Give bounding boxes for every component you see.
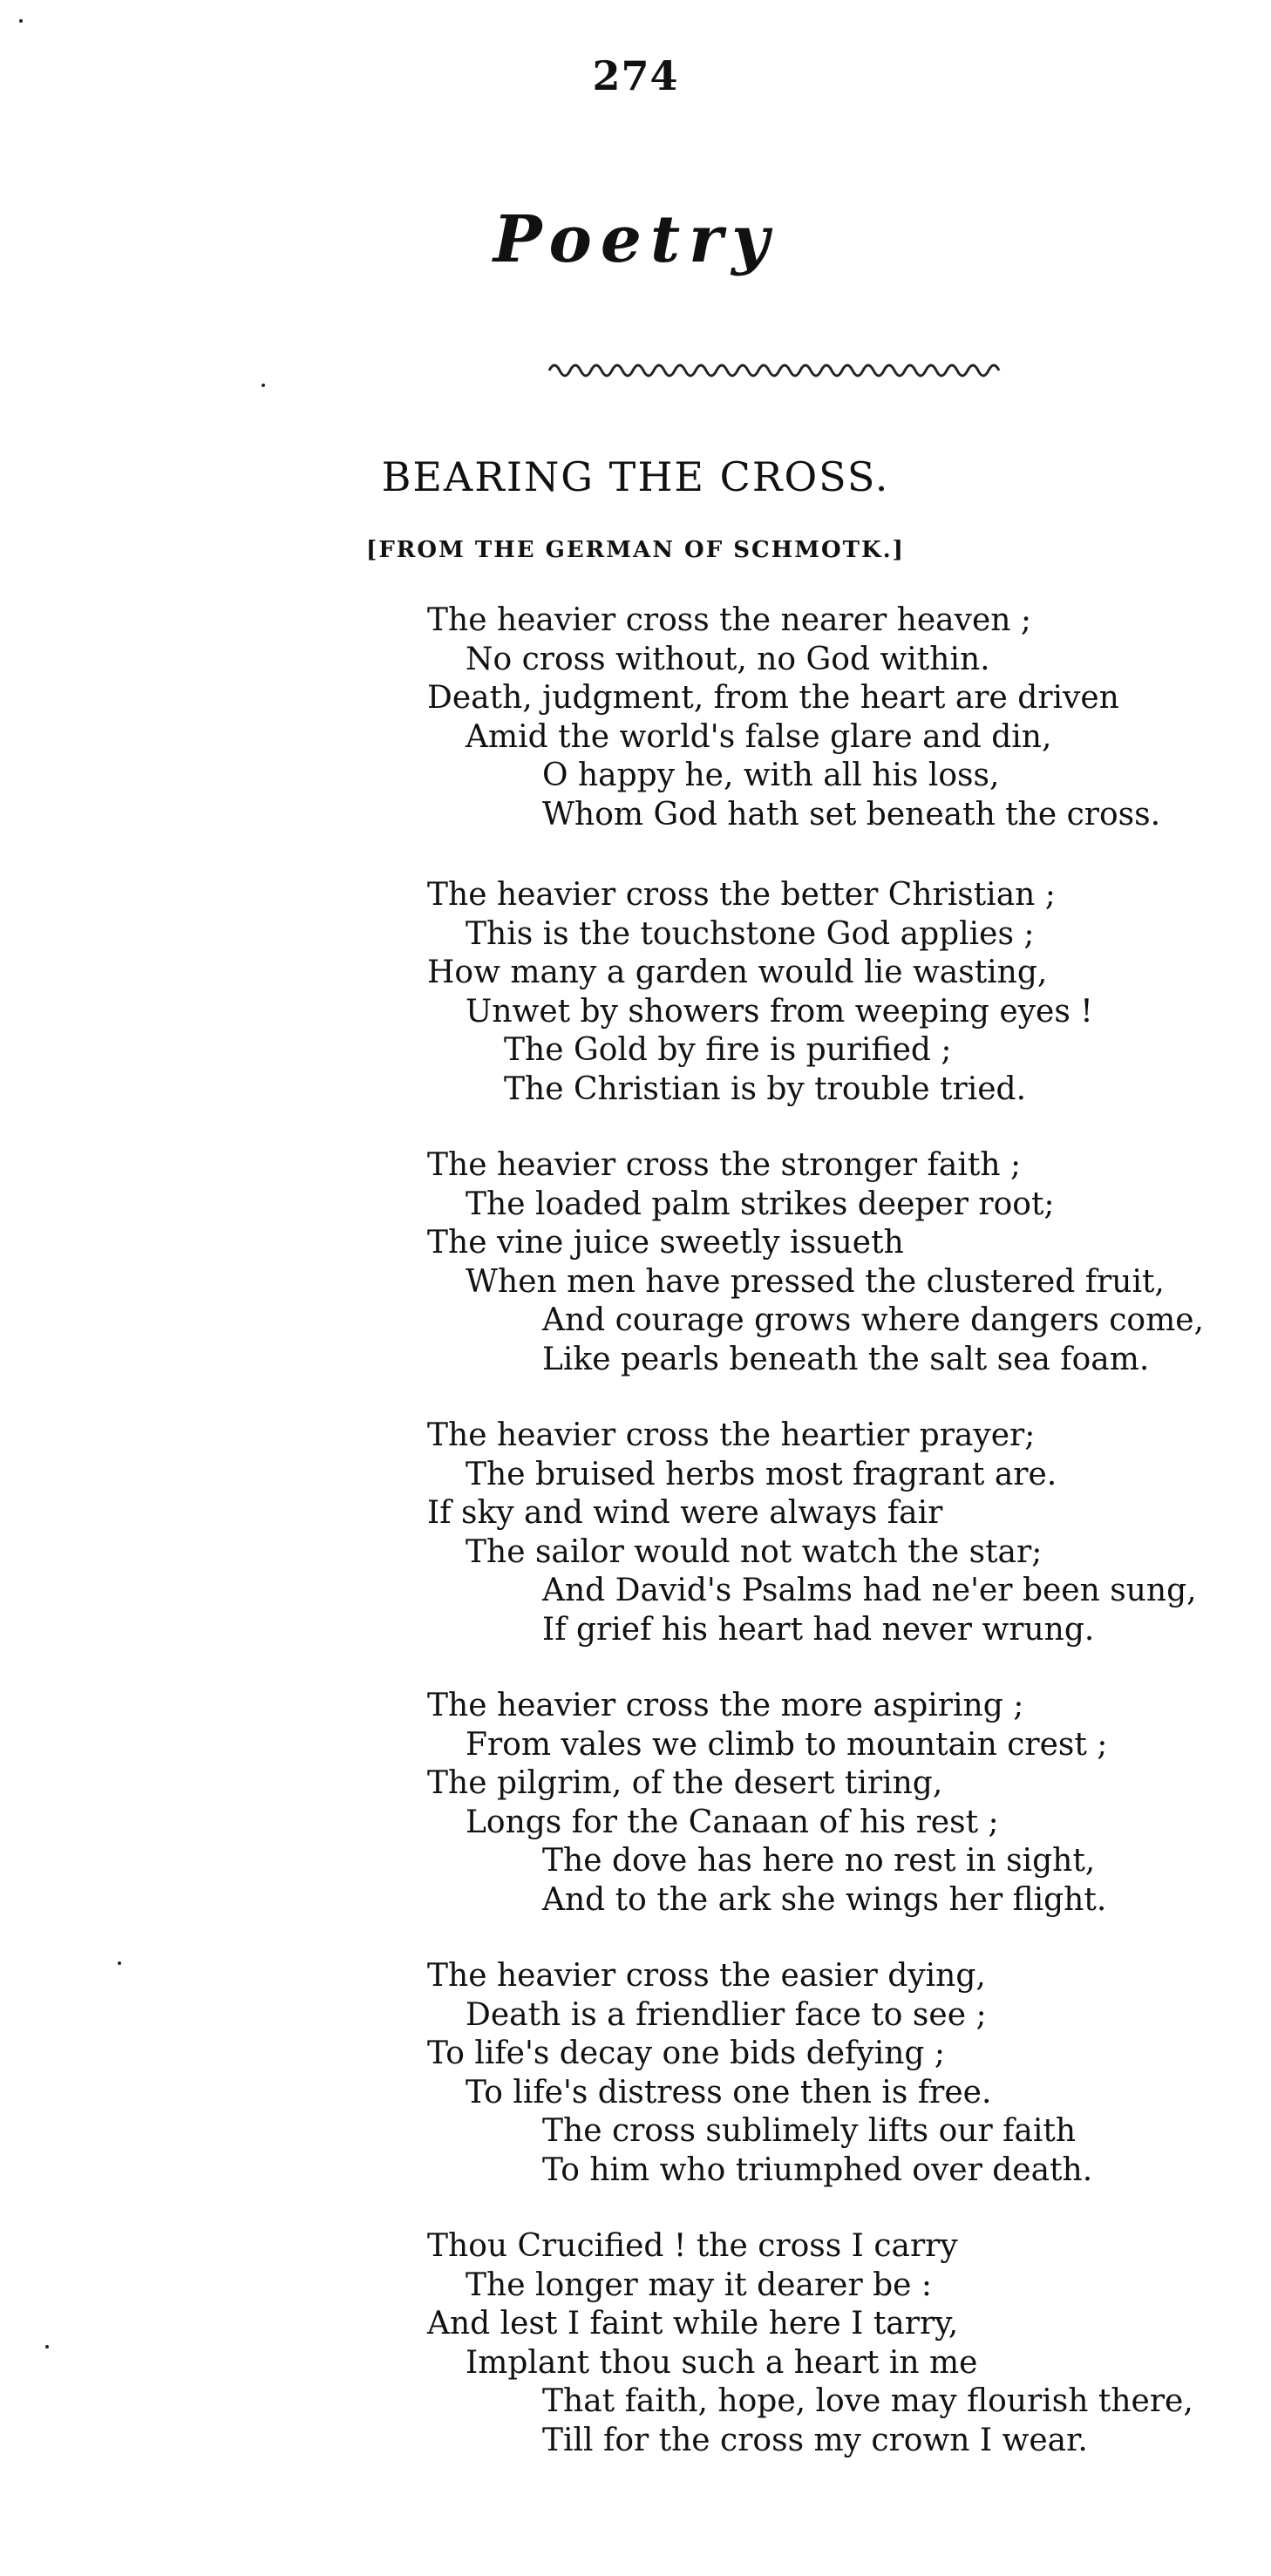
scan-speck [262,384,265,387]
poem-line: Amid the world's false glare and din, [466,718,1052,755]
wavy-rule-ornament [547,356,1001,385]
poem-line: Whom God hath set beneath the cross. [542,796,1161,833]
page-number: 274 [592,52,679,99]
poem-line: The vine juice sweetly issueth [427,1225,904,1261]
stanza-3 [427,1146,1264,1379]
poem-line: And lest I faint while here I tarry, [427,2306,959,2342]
scan-speck [19,19,23,23]
stanza-1 [427,602,1264,834]
poem-line: From vales we climb to mountain crest ; [466,1726,1108,1763]
poem-line: The pilgrim, of the desert tiring, [427,1765,943,1801]
poem-line: Longs for the Canaan of his rest ; [466,1804,999,1840]
poem-line: And to the ark she wings her flight. [542,1881,1107,1918]
poem-line: If grief his heart had never wrung. [542,1611,1095,1648]
poem-line: The heavier cross the nearer heaven ; [427,602,1032,638]
poem-line: Death is a friendlier face to see ; [466,1996,987,2033]
poem-line: How many a garden would lie wasting, [427,955,1048,990]
poem-line: Implant thou such a heart in me [466,2344,978,2381]
poem-line: The bruised herbs most fragrant are. [466,1456,1057,1492]
poem-line: The sailor would not watch the star; [466,1533,1043,1570]
poem-line: When men have pressed the clustered fruit, [466,1263,1165,1300]
poem-line: The Gold by fire is purified ; [504,1032,952,1068]
poem-subtitle: [FROM THE GERMAN OF SCHMOTK.] [366,537,905,563]
poem-line: The cross sublimely lifts our faith [542,2113,1077,2149]
stanza-6 [427,1957,1264,2190]
poem-line: To life's decay one bids defying ; [427,2036,946,2071]
scan-speck [45,2345,49,2348]
poem-line: No cross without, no God within. [466,641,990,677]
stanza-7 [427,2227,1264,2460]
poem-line: The heavier cross the heartier prayer; [427,1417,1036,1453]
poem-line: That faith, hope, love may flourish there, [542,2383,1193,2419]
stanza-2 [427,876,1264,1109]
poem-line: Thou Crucified ! the cross I carry [427,2228,958,2264]
poem-line: The dove has here no rest in sight, [542,1843,1096,1879]
poem-line: O happy he, with all his loss, [542,758,1000,793]
poem-line: Like pearls beneath the salt sea foam. [542,1341,1150,1377]
poem-line: Unwet by showers from weeping eyes ! [466,993,1093,1030]
section-title: Poetry [493,202,778,277]
poem-line: This is the touchstone God applies ; [466,915,1035,952]
scan-speck [118,1961,121,1965]
poem-line: The heavier cross the better Christian ; [427,877,1056,913]
poem-line: The Christian is by trouble tried. [504,1071,1027,1107]
poem-title: BEARING THE CROSS. [381,453,890,500]
poem-line: The heavier cross the more aspiring ; [427,1688,1024,1723]
poem-line: The longer may it dearer be : [466,2267,933,2303]
poem-line: The loaded palm strikes deeper root; [466,1186,1055,1222]
poem-line: To life's distress one then is free. [466,2074,992,2110]
poem-line: The heavier cross the stronger faith ; [427,1147,1022,1183]
stanza-5 [427,1687,1264,1920]
poem-line: The heavier cross the easier dying, [427,1958,986,1994]
stanza-4 [427,1417,1264,1649]
poem-line: Till for the cross my crown I wear. [542,2422,1088,2458]
poem-line: And courage grows where dangers come, [542,1302,1204,1338]
poem-line: To him who triumphed over death. [542,2151,1093,2188]
poem-line: If sky and wind were always fair [427,1495,943,1531]
poem-line: Death, judgment, from the heart are driven [427,680,1119,716]
poem-line: And David's Psalms had ne'er been sung, [542,1573,1197,1608]
